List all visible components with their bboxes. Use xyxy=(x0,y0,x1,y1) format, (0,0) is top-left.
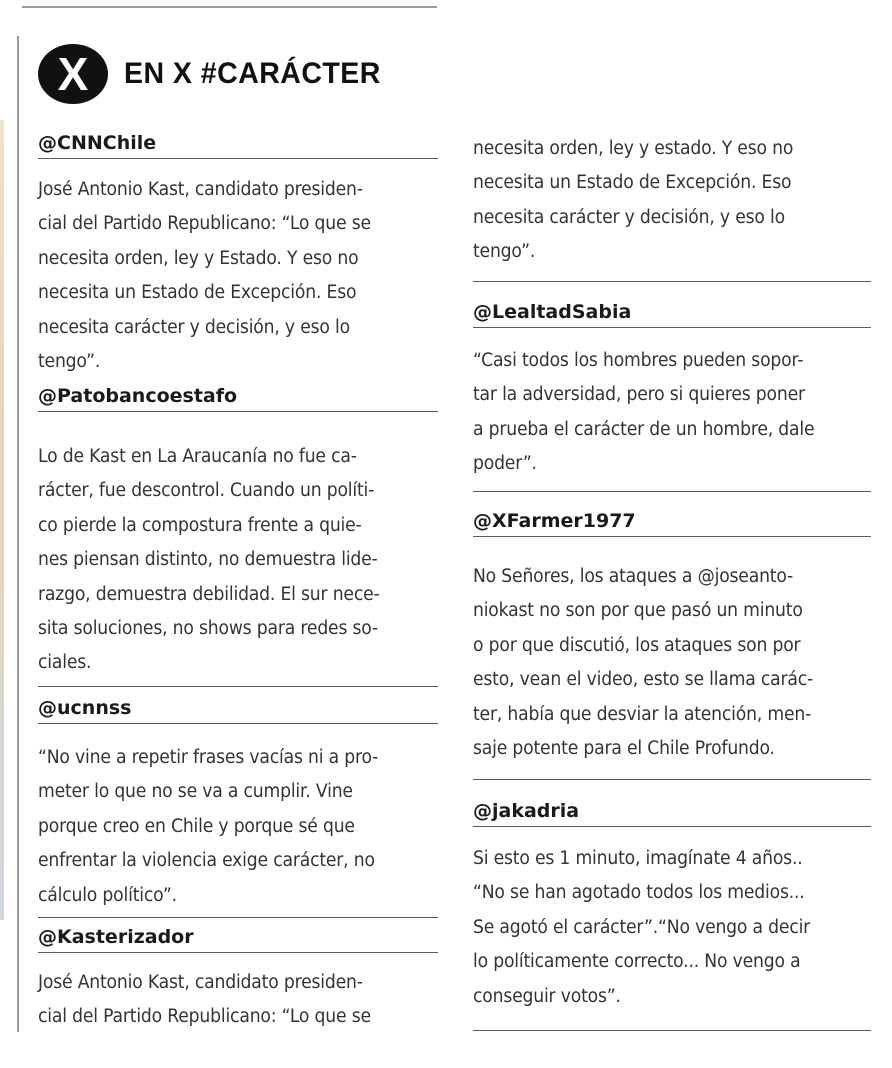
post-handle: @CNNChile xyxy=(38,132,438,159)
section-header xyxy=(38,44,394,104)
post-handle: @Patobancoestafo xyxy=(38,385,438,412)
page-edge-strip xyxy=(0,120,4,920)
post-text: Si esto es 1 minuto, imagínate 4 años.. “No se han agotado todos los medios... Se agotó el carácter”.“No vengo a decir lo políticamente correcto... No vengo a conseguir votos”. xyxy=(473,848,811,1007)
section-title: EN X #CARÁCTER xyxy=(124,57,381,90)
post-text: José Antonio Kast, candidato presiden- cial del Partido Republicano: “Lo que se xyxy=(38,972,371,1028)
post-handle: @ucnnss xyxy=(38,697,438,724)
post-divider xyxy=(473,779,871,780)
post-divider xyxy=(38,917,438,918)
post-handle: @jakadria xyxy=(473,800,871,827)
post-handle: @Kasterizador xyxy=(38,926,438,953)
post-handle: @XFarmer1977 xyxy=(473,510,871,537)
post-text: “Casi todos los hombres pueden sopor- tar la adversidad, pero si quieres poner a prueba el carácter de un hombre, dale poder”. xyxy=(473,350,815,475)
post-divider xyxy=(38,686,438,687)
post-text: Lo de Kast en La Araucanía no fue ca- rácter, fue descontrol. Cuando un políti- co pierde la compostura frente a quie- nes piensan distinto, no demuestra lide- razgo, demuestra debilidad. El sur nece- sita soluciones, no shows para redes so- ciales. xyxy=(38,446,380,674)
top-divider xyxy=(22,6,437,8)
post-text: No Señores, los ataques a @joseanto- niokast no son por que pasó un minuto o por que discutió, los ataques son por esto, vean el video, esto se llama carác- ter, había que desviar la atención, men- saje potente para el Chile Profundo. xyxy=(473,566,814,760)
post-divider xyxy=(473,491,871,492)
x-logo-icon: X xyxy=(38,44,108,104)
post-handle: @LealtadSabia xyxy=(473,301,871,328)
post-divider xyxy=(473,1030,871,1031)
post-text: José Antonio Kast, candidato presiden- cial del Partido Republicano: “Lo que se necesita orden, ley y Estado. Y eso no necesita un Estado de Excepción. Eso necesita carácter y decisión, y eso lo tengo”. xyxy=(38,179,371,373)
post-divider xyxy=(473,281,871,282)
post-text-continued: necesita orden, ley y estado. Y eso no necesita un Estado de Excepción. Eso necesita carácter y decisión, y eso lo tengo”. xyxy=(473,138,794,263)
post-text: “No vine a repetir frases vacías ni a pro- meter lo que no se va a cumplir. Vine porque creo en Chile y porque sé que enfrentar la violencia exige carácter, no cálculo político”. xyxy=(38,747,379,906)
column-divider-left xyxy=(17,36,19,1032)
